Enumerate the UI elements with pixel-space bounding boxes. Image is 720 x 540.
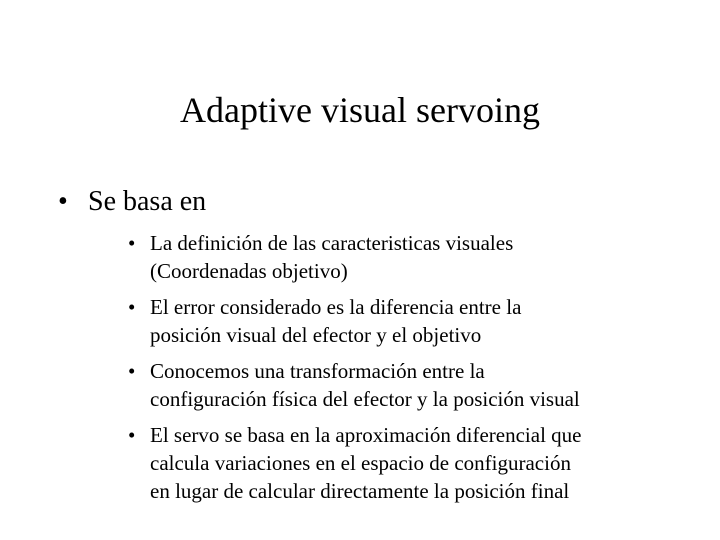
bullet-icon: •: [128, 231, 136, 255]
bullet-icon: •: [58, 186, 68, 217]
sub-bullet-1-line-1: La definición de las caracteristicas visuales: [150, 231, 514, 255]
sub-bullet-4-line-3: en lugar de calcular directamente la posición final: [150, 479, 570, 503]
sub-bullet-4-line-2: calcula variaciones en el espacio de configuración: [150, 451, 571, 475]
sub-bullet-3-line-1: Conocemos una transformación entre la: [150, 359, 485, 383]
sub-bullet-3-line-2: configuración física del efector y la posición visual: [150, 387, 580, 411]
sub-bullet-4-line-1: El servo se basa en la aproximación diferencial que: [150, 423, 582, 447]
bullet-icon: •: [128, 359, 136, 383]
sub-bullet-list: [128, 229, 668, 513]
main-bullet: [58, 185, 206, 219]
sub-bullet-2: [128, 293, 668, 349]
sub-bullet-1: [128, 229, 668, 285]
sub-bullet-3: [128, 357, 668, 413]
sub-bullet-4: [128, 421, 668, 505]
sub-bullet-2-line-1: El error considerado es la diferencia entre la: [150, 295, 522, 319]
slide-title: Adaptive visual servoing: [180, 90, 540, 130]
main-bullet-text: Se basa en: [88, 186, 207, 217]
sub-bullet-1-line-2: (Coordenadas objetivo): [150, 259, 348, 283]
bullet-icon: •: [128, 423, 136, 447]
sub-bullet-2-line-2: posición visual del efector y el objetivo: [150, 323, 482, 347]
bullet-icon: •: [128, 295, 136, 319]
